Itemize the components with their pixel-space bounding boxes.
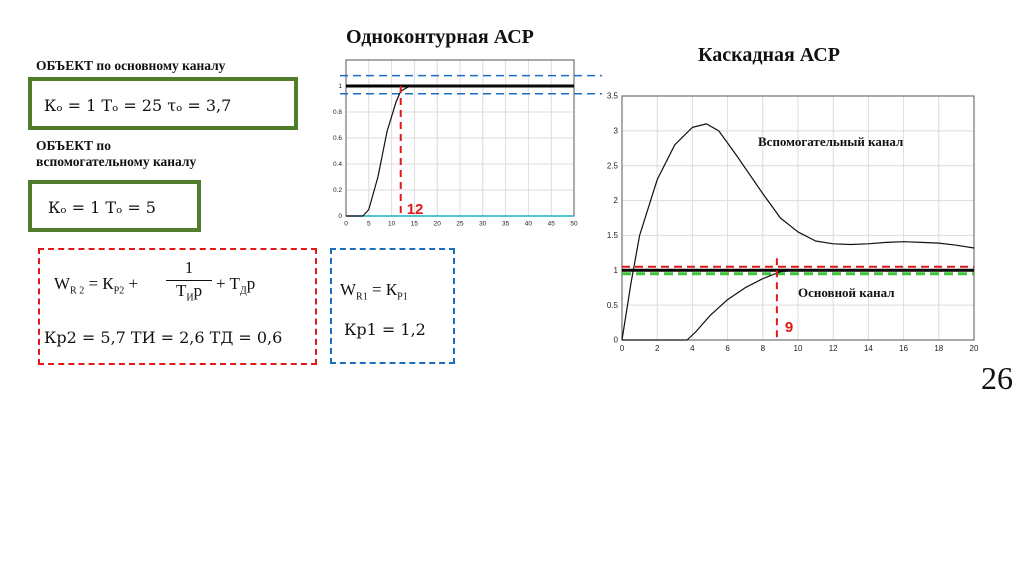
x-tick-label: 20 bbox=[969, 344, 979, 353]
x-tick-label: 4 bbox=[690, 344, 695, 353]
chart-single-loop-plot bbox=[333, 60, 602, 228]
object-aux-header-line2: вспомогательному каналу bbox=[36, 154, 197, 169]
y-tick-label: 2 bbox=[613, 196, 618, 206]
y-tick-label: 1.5 bbox=[606, 231, 618, 241]
chart-cascade bbox=[590, 84, 990, 359]
x-tick-label: 30 bbox=[479, 220, 487, 228]
regulator1-box bbox=[330, 248, 455, 364]
fraction-denominator bbox=[166, 281, 212, 303]
td-label: + T bbox=[216, 274, 240, 293]
x-tick-label: 2 bbox=[654, 344, 660, 353]
title-cascade: Каскадная АСР bbox=[698, 44, 840, 66]
x-tick-label: 50 bbox=[570, 220, 578, 228]
y-tick-label: 0 bbox=[613, 335, 618, 345]
x-tick-label: 5 bbox=[366, 220, 371, 228]
x-tick-label: 18 bbox=[934, 344, 944, 353]
x-tick-label: 45 bbox=[547, 220, 555, 228]
y-tick-label: 1 bbox=[613, 265, 618, 275]
k-label: = К bbox=[88, 274, 114, 293]
object-aux-formula: Кₒ = 1 Tₒ = 5 bbox=[48, 198, 156, 217]
k-label: = К bbox=[371, 280, 398, 299]
y-tick-label: 0.8 bbox=[332, 109, 342, 117]
den-sub: И bbox=[186, 292, 194, 304]
regulator2-params: Кр2 = 5,7 TИ = 2,6 TД = 0,6 bbox=[44, 328, 283, 347]
chart-cascade-plot bbox=[607, 92, 979, 353]
annotation-label: 9 bbox=[784, 319, 794, 336]
label-main-channel: Основной канал bbox=[798, 285, 895, 300]
regulator2-transfer-function bbox=[54, 274, 138, 296]
y-tick-label: 0.2 bbox=[332, 187, 342, 195]
x-tick-label: 8 bbox=[760, 344, 766, 353]
x-tick-label: 40 bbox=[524, 220, 533, 228]
x-tick-label: 25 bbox=[456, 220, 464, 228]
title-single-loop: Одноконтурная АСР bbox=[346, 26, 534, 48]
x-tick-label: 6 bbox=[725, 344, 730, 353]
x-tick-label: 14 bbox=[863, 344, 873, 353]
object-aux-box bbox=[28, 180, 201, 232]
object-main-formula: Кₒ = 1 Tₒ = 25 τₒ = 3,7 bbox=[44, 96, 232, 115]
k-sub: Р2 bbox=[113, 285, 125, 297]
fraction bbox=[166, 258, 212, 303]
den-t: T bbox=[175, 281, 187, 300]
fraction-numerator: 1 bbox=[184, 258, 194, 277]
object-main-header: ОБЪЕКТ по основному каналу bbox=[36, 58, 226, 73]
x-tick-label: 20 bbox=[433, 220, 441, 228]
x-tick-label: 35 bbox=[501, 220, 510, 228]
x-tick-label: 0 bbox=[344, 220, 348, 228]
k-sub: Р1 bbox=[397, 291, 408, 303]
x-tick-label: 10 bbox=[387, 220, 396, 228]
y-tick-label: 3 bbox=[613, 126, 618, 136]
chart-single-loop bbox=[310, 50, 610, 240]
y-tick-label: 2.5 bbox=[606, 161, 618, 171]
td-sub: Д bbox=[239, 285, 247, 297]
annotation-label: 12 bbox=[406, 201, 424, 218]
y-tick-label: 0 bbox=[338, 213, 342, 221]
x-tick-label: 15 bbox=[410, 220, 419, 228]
w-label: W bbox=[340, 280, 357, 299]
derivative-term bbox=[216, 274, 255, 296]
y-tick-label: 0.4 bbox=[332, 161, 342, 169]
y-tick-label: 0.6 bbox=[332, 135, 342, 143]
y-tick-label: 1 bbox=[338, 83, 342, 91]
w-sub: R 2 bbox=[70, 285, 85, 297]
plus-sign: + bbox=[128, 274, 139, 293]
den-p: p bbox=[193, 281, 203, 300]
object-aux-header-line1: ОБЪЕКТ по bbox=[36, 138, 111, 153]
x-tick-label: 12 bbox=[828, 344, 838, 353]
object-main-box bbox=[28, 77, 298, 130]
y-tick-label: 3.5 bbox=[606, 91, 618, 101]
regulator1-transfer-function bbox=[340, 280, 408, 302]
w-label: W bbox=[54, 274, 71, 293]
w-sub: R1 bbox=[356, 291, 368, 303]
y-tick-label: 0.5 bbox=[606, 300, 618, 310]
x-tick-label: 0 bbox=[619, 344, 625, 353]
regulator2-box bbox=[38, 248, 317, 365]
regulator1-params: Кр1 = 1,2 bbox=[344, 320, 426, 339]
page-number: 26 bbox=[981, 360, 1013, 396]
label-aux-channel: Вспомогательный канал bbox=[758, 134, 904, 149]
x-tick-label: 16 bbox=[899, 344, 909, 353]
td-p: p bbox=[246, 274, 256, 293]
x-tick-label: 10 bbox=[793, 344, 803, 353]
